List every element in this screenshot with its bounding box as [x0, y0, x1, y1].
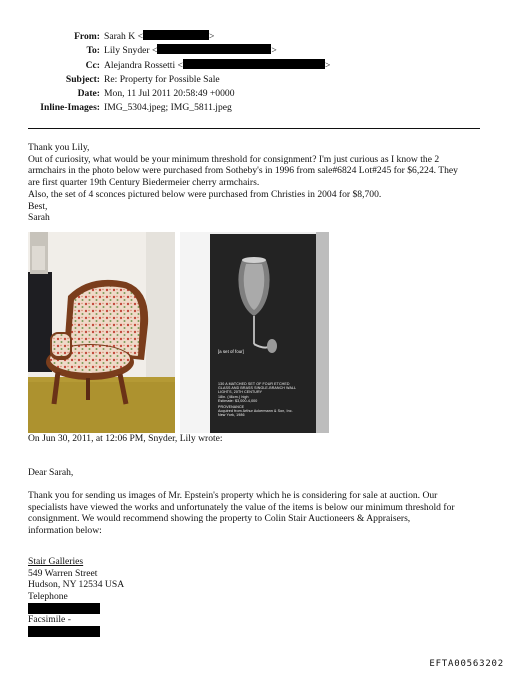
from-row: [0, 30, 512, 44]
redaction-box: [28, 626, 100, 637]
redaction-box: [157, 44, 271, 54]
company-name: Stair Galleries: [28, 556, 84, 567]
subject-row: [0, 73, 512, 87]
catalog-line: Estimate: $3,000-4,000: [218, 398, 258, 403]
from-value: [104, 30, 214, 44]
date-value: Mon, 11 Jul 2011 20:58:49 +0000: [104, 88, 235, 100]
reply-line: Best,: [28, 200, 48, 212]
to-row: [0, 44, 512, 58]
date-row: [0, 87, 512, 101]
email-header: [0, 30, 512, 116]
facsimile-label: Facsimile -: [28, 613, 71, 625]
signature-block: [28, 556, 486, 637]
armchair-photo: [28, 232, 175, 433]
cc-label: Cc:: [85, 59, 100, 71]
quoted-greeting: [28, 467, 486, 479]
reply-line: Out of curiosity, what would be your minimum threshold for consignment? I'm just curious as I know the 2: [28, 153, 440, 165]
to-suffix: >: [271, 45, 277, 57]
armchair-image: [28, 232, 175, 433]
catalog-line: New York, 1986: [218, 413, 245, 418]
from-name: Sarah K <: [104, 31, 143, 42]
catalog-line: Acquired from Arthur Ackermann & Son, Inc.: [218, 409, 293, 414]
city-address: Hudson, NY 12534 USA: [28, 579, 125, 591]
quoted-line: specialists have viewed the works and unfortunately the value of the items is below our minimum threshold for: [28, 501, 455, 513]
quoted-line: consignment. We would recommend showing the property to Colin Stair Auctioneers & Appraisers,: [28, 513, 411, 525]
facsimile-line: [28, 614, 486, 637]
catalog-line: 130 A MATCHED SET OF FOUR ETCHED: [218, 382, 290, 386]
catalog-line: 18in. (46cm.) high: [218, 394, 249, 399]
to-label: To:: [86, 45, 100, 57]
catalog-line: LIGHTS, 20TH CENTURY: [218, 390, 263, 395]
sconce-catalog-photo: [180, 232, 329, 433]
reply-line: Also, the set of 4 sconces pictured below were purchased from Christies in 2004 for $8,700.: [28, 188, 382, 200]
cc-value: [104, 59, 330, 73]
telephone-line: [28, 591, 486, 614]
cc-suffix: >: [324, 59, 331, 71]
reply-body: [28, 142, 486, 224]
header-divider: [28, 128, 480, 129]
to-name: Lily Snyder <: [104, 45, 158, 57]
date-label: Date:: [77, 88, 100, 100]
reply-line: are first quarter 19th Century Biedermeier cherry armchairs.: [28, 177, 260, 189]
catalog-set-label: [a set of four]: [218, 349, 244, 354]
from-label: From:: [74, 31, 100, 42]
subject-value: Re: Property for Possible Sale: [104, 73, 220, 85]
street-address: 549 Warren Street: [28, 567, 98, 579]
redaction-box: [183, 59, 325, 69]
inline-images-label: Inline-Images:: [40, 102, 100, 114]
inline-images-row: [0, 101, 512, 115]
cc-name: Alejandra Rossetti <: [104, 59, 183, 71]
catalog-caption: [218, 382, 310, 418]
quoted-line: information below:: [28, 525, 102, 537]
quote-intro-line: On Jun 30, 2011, at 12:06 PM, Snyder, Lily wrote:: [28, 433, 223, 444]
subject-label: Subject:: [65, 73, 100, 85]
reply-line: armchairs in the photo below were purchased from Sotheby's in 1996 from sale#6824 Lot#245 for $6,224. They: [28, 165, 458, 177]
telephone-label: Telephone: [28, 591, 68, 603]
quoted-line: Thank you for sending us images of Mr. Epstein's property which he is considering for sale at auction. Our: [28, 490, 438, 501]
redaction-box: [143, 30, 209, 40]
quote-intro: [28, 433, 486, 445]
catalog-line: PROVENANCE: [218, 405, 245, 410]
document-id: EFTA00563202: [429, 659, 504, 669]
cc-row: [0, 59, 512, 73]
redaction-box: [28, 603, 100, 614]
to-value: [104, 44, 277, 58]
greeting-line: Dear Sarah,: [28, 467, 74, 478]
reply-line: Thank you Lily,: [28, 142, 90, 153]
quoted-body: [28, 490, 486, 537]
catalog-line: GLASS AND BRASS SINGLE-BRANCH WALL: [218, 386, 297, 391]
inline-images-value: IMG_5304.jpeg; IMG_5811.jpeg: [104, 102, 232, 114]
reply-line: Sarah: [28, 212, 50, 224]
from-suffix: >: [208, 31, 215, 42]
